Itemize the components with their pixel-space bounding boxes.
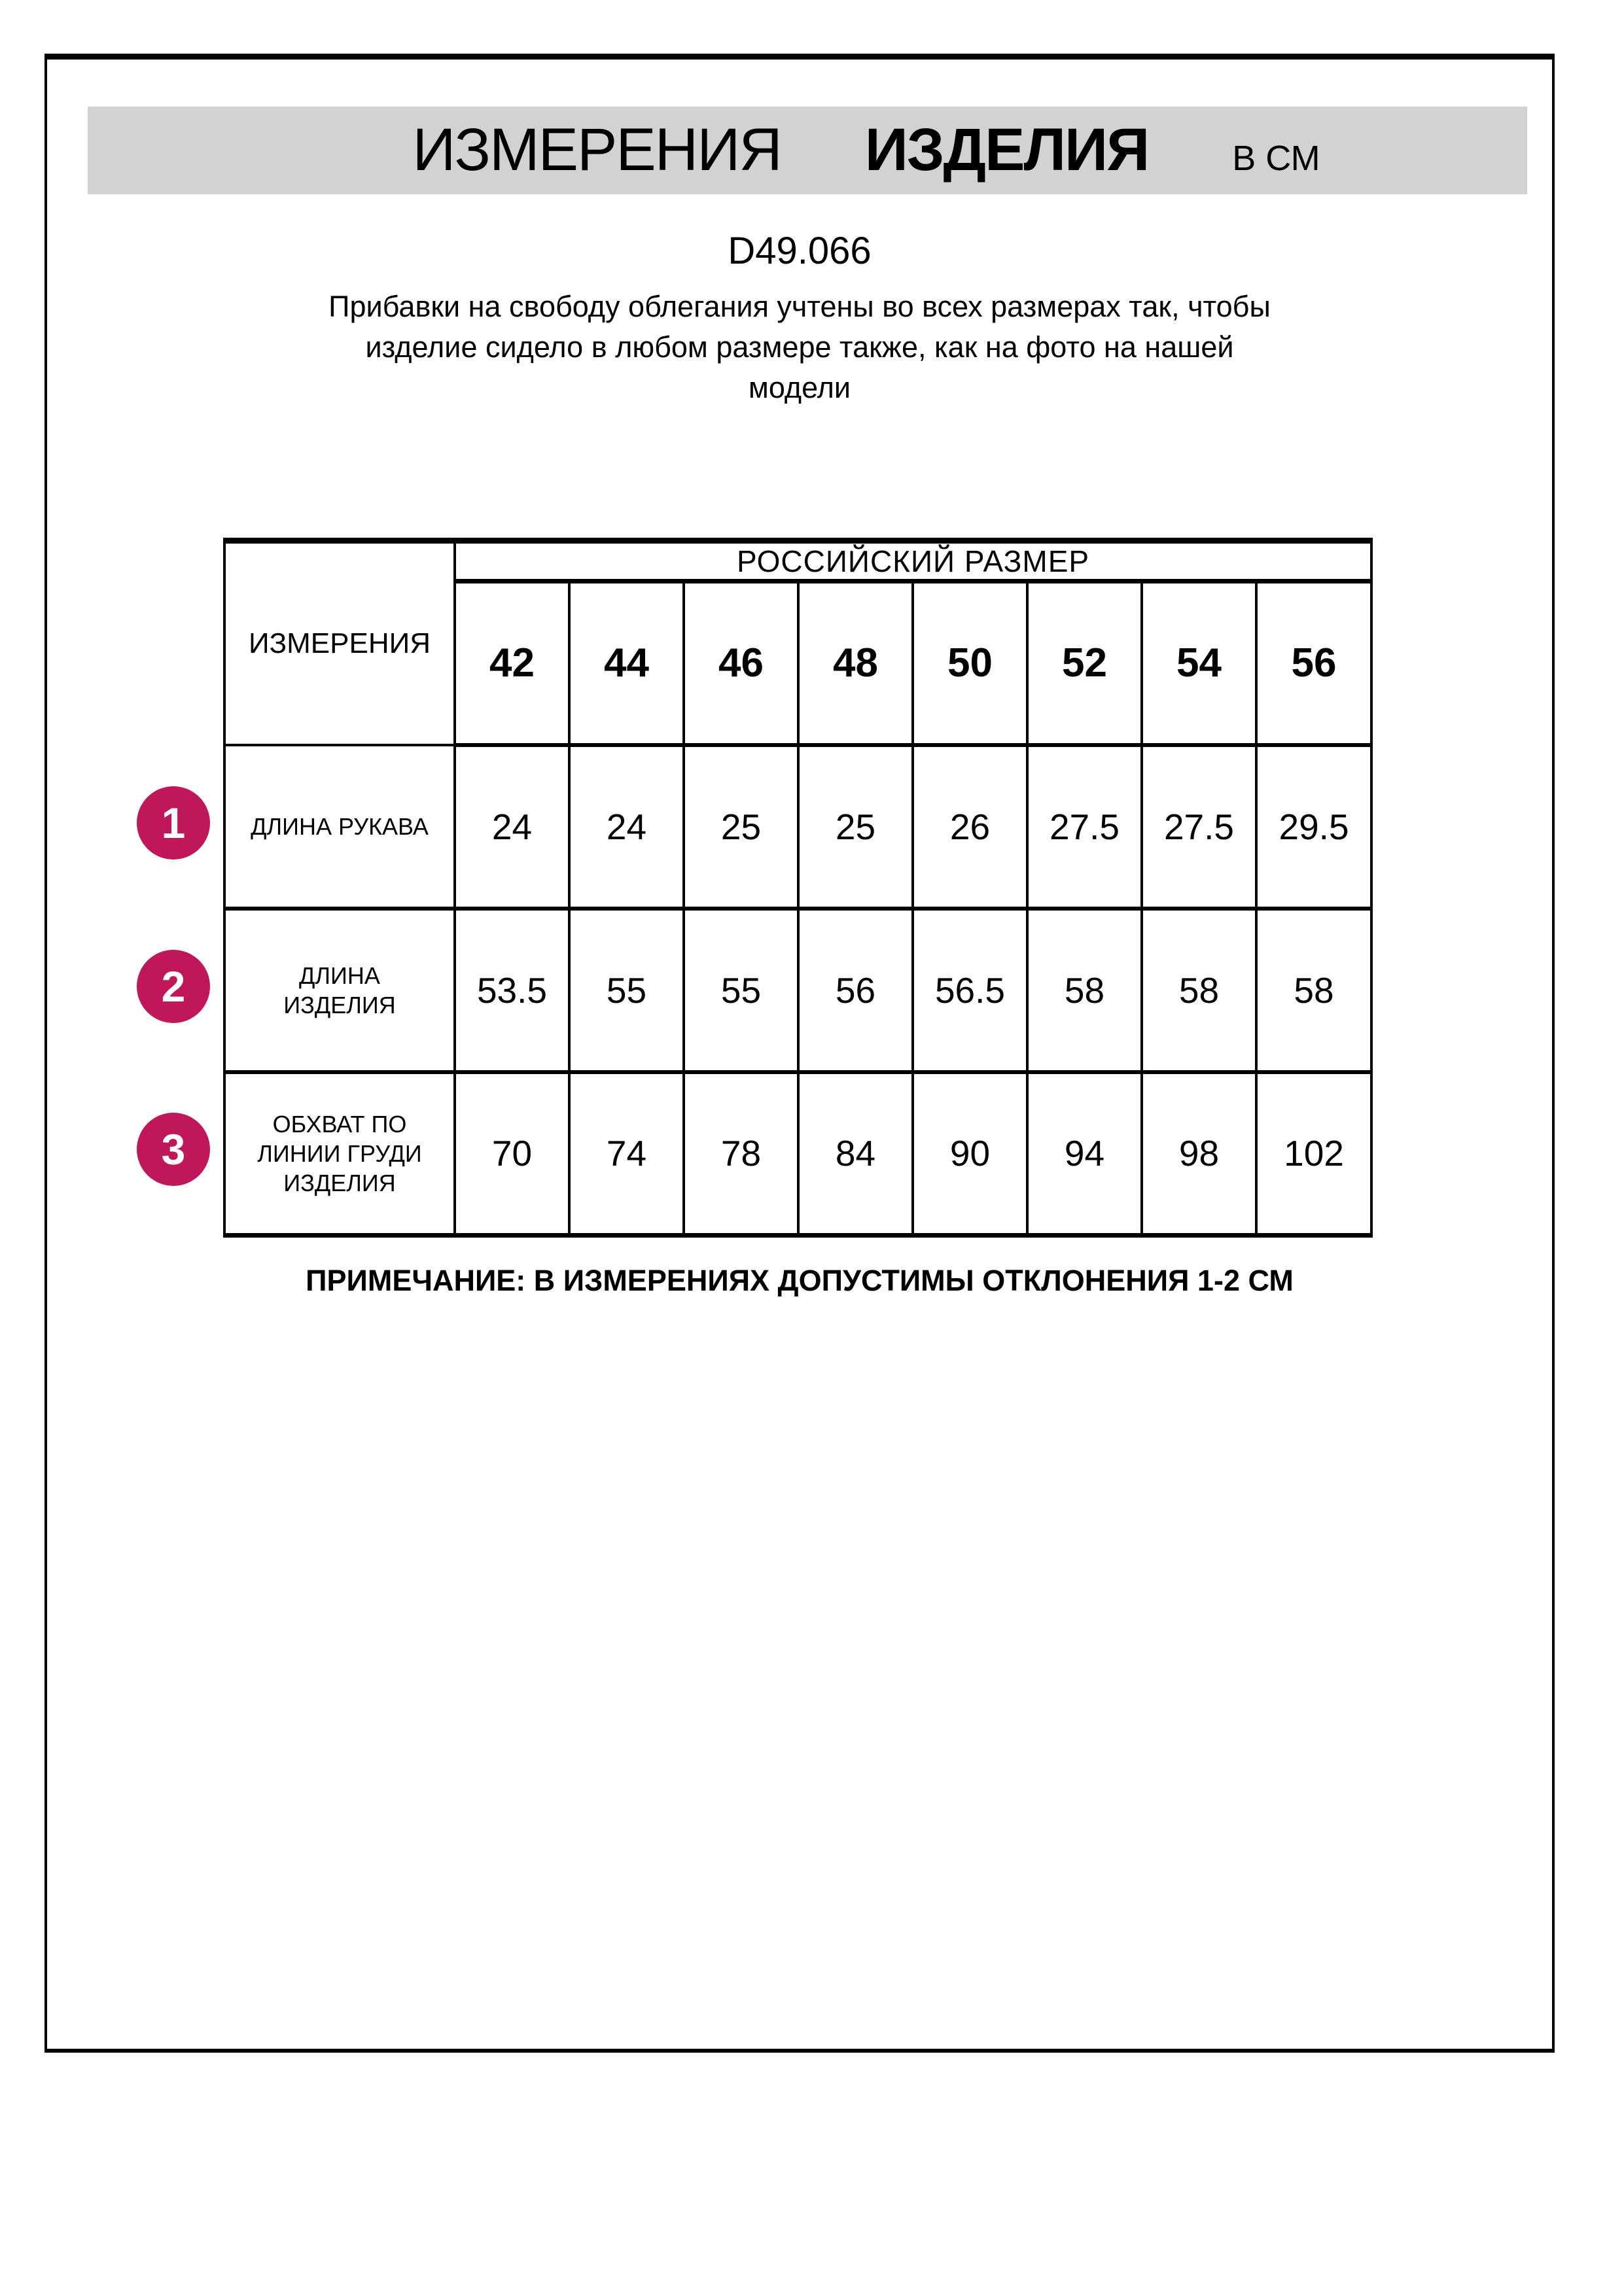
value-cell: 53.5 (455, 909, 569, 1072)
row-label-line: ИЗДЕЛИЯ (283, 1169, 396, 1196)
size-header-cell: 50 (913, 582, 1027, 745)
size-header-cell: 52 (1027, 582, 1142, 745)
row-label-cell (224, 745, 455, 909)
value-cell: 27.5 (1027, 745, 1142, 909)
row-label-line: ДЛИНА РУКАВА (251, 812, 429, 840)
value-cell: 55 (684, 909, 798, 1072)
value-cell: 58 (1027, 909, 1142, 1072)
badge-number: 3 (161, 1125, 186, 1174)
size-header-cell: 48 (798, 582, 913, 745)
row-label-cell (224, 1072, 455, 1236)
value-cell: 55 (569, 909, 684, 1072)
row-label-line: ОБХВАТ ПО (272, 1110, 407, 1138)
value-cell: 25 (798, 745, 913, 909)
value-cell: 90 (913, 1072, 1027, 1236)
value-cell: 102 (1256, 1072, 1371, 1236)
value-cell: 58 (1256, 909, 1371, 1072)
row-number-badge-1 (137, 786, 210, 860)
value-cell: 29.5 (1256, 745, 1371, 909)
badge-number: 2 (161, 962, 186, 1011)
value-cell: 70 (455, 1072, 569, 1236)
value-cell: 26 (913, 745, 1027, 909)
size-band-row (224, 541, 1371, 582)
description-line-3: модели (748, 371, 851, 404)
value-cell: 78 (684, 1072, 798, 1236)
value-cell: 27.5 (1142, 745, 1256, 909)
badge-number: 1 (161, 799, 186, 847)
title-measurements: ИЗМЕРЕНИЯ (412, 116, 781, 183)
value-cell: 56 (798, 909, 913, 1072)
measurement-row-chest-girth (224, 1072, 1371, 1236)
title-product: ИЗДЕЛИЯ (864, 116, 1149, 183)
fit-description (110, 287, 1489, 408)
row-number-badge-2 (137, 950, 210, 1023)
row-number-badge-3 (137, 1113, 210, 1186)
title-unit: В СМ (1232, 139, 1320, 178)
russian-size-header-cell: РОССИЙСКИЙ РАЗМЕР (455, 541, 1371, 582)
value-cell: 74 (569, 1072, 684, 1236)
value-cell: 58 (1142, 909, 1256, 1072)
value-cell: 98 (1142, 1072, 1256, 1236)
size-header-cell: 46 (684, 582, 798, 745)
value-cell: 25 (684, 745, 798, 909)
value-cell: 24 (455, 745, 569, 909)
row-label-cell (224, 909, 455, 1072)
row-label-line: ЛИНИИ ГРУДИ (257, 1139, 422, 1167)
product-code: D49.066 (728, 230, 872, 272)
measure-header-cell: ИЗМЕРЕНИЯ (224, 541, 455, 745)
row-label-line: ИЗДЕЛИЯ (283, 991, 396, 1018)
size-header-cell: 56 (1256, 582, 1371, 745)
value-cell: 24 (569, 745, 684, 909)
description-line-2: изделие сидело в любом размере также, как на фото на нашей (365, 330, 1234, 364)
description-line-1: Прибавки на свободу облегания учтены во всех размерах так, чтобы (328, 290, 1271, 323)
size-header-cell: 42 (455, 582, 569, 745)
title-band (88, 107, 1527, 194)
value-cell: 84 (798, 1072, 913, 1236)
value-cell: 56.5 (913, 909, 1027, 1072)
size-header-cell: 44 (569, 582, 684, 745)
size-table (223, 538, 1373, 1238)
measurement-row-garment-length (224, 909, 1371, 1072)
tolerance-note: ПРИМЕЧАНИЕ: В ИЗМЕРЕНИЯХ ДОПУСТИМЫ ОТКЛОНЕНИЯ 1-2 СМ (306, 1264, 1294, 1297)
value-cell: 94 (1027, 1072, 1142, 1236)
row-label-line: ДЛИНА (299, 962, 380, 989)
size-header-cell: 54 (1142, 582, 1256, 745)
measurement-row-sleeve-length (224, 745, 1371, 909)
